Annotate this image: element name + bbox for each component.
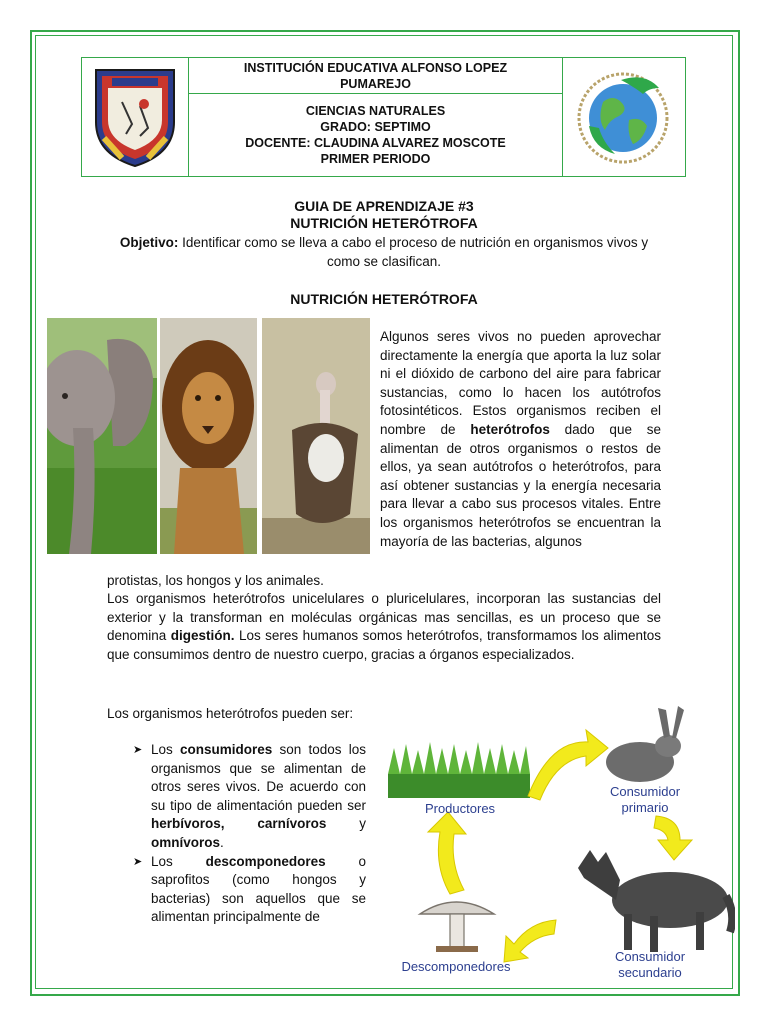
teacher-label: DOCENTE: CLAUDINA ALVAREZ MOSCOTE [245, 135, 506, 150]
digestion-paragraph [107, 590, 661, 664]
digestion-term: digestión. [170, 628, 235, 644]
list-item-decomposers: ➤ Los descomponedores o saprofitos (como hongos y bacterias) son aquellos que se alimentan principalmente de [133, 853, 366, 925]
grade-label: GRADO: SEPTIMO [320, 119, 431, 134]
food-cycle-diagram [380, 700, 735, 985]
digestion-text-b: Los seres humanos somos heterótrofos, transformamos los alimentos que consumimos dentro de nuestro cuerpo, gracias a órganos especializados. [107, 628, 662, 662]
school-crest-cell [82, 58, 189, 176]
rabbit-icon [606, 706, 684, 782]
consumidores-term: consumidores [180, 742, 273, 757]
subject-name: CIENCIAS NATURALES [305, 103, 446, 118]
objective [110, 234, 658, 271]
types-intro: Los organismos heterótrofos pueden ser: [107, 706, 354, 721]
mushroom-icon [420, 902, 494, 952]
grass-icon [388, 742, 530, 798]
objective-text: Identificar como se lleva a cabo el proceso de nutrición en organismos vivos y como se clasifican. [178, 235, 649, 269]
omnivoros-term: omnívoros [151, 834, 221, 850]
arrow-to-decomposers-icon [504, 920, 556, 962]
institution-cell [188, 58, 563, 94]
list-item-consumers: ➤ Los consumidores son todos los organismos que se alimentan de otros seres vivos. De acuerdo con su tipo de alimentación pueden ser herbívoros, carnívoros y omnívoros. [133, 742, 366, 850]
objective-label: Objetivo: [119, 235, 179, 250]
earth-globe-icon [563, 58, 685, 175]
arrow-bullet-icon: ➤ [133, 744, 143, 756]
section-title: NUTRICIÓN HETERÓTROFA [290, 291, 478, 307]
lion-photo [160, 318, 257, 554]
institution-name-line1: INSTITUCIÓN EDUCATIVA ALFONSO LOPEZ [243, 60, 508, 75]
intro-paragraph [380, 328, 661, 551]
wolf-icon [578, 850, 732, 952]
digestion-text-a: Los organismos heterótrofos unicelulares o pluricelulares, incorporan las sustancias del exterior y la transforman en moléculas orgánicas mas sencillas, es un proceso que se denomina [107, 591, 661, 644]
guide-subtitle: NUTRICIÓN HETERÓTROFA [290, 215, 478, 231]
intro-text-a: Algunos seres vivos no pueden aprovechar directamente la energía que aporta la luz solar ni el dióxido de carbono del aire para fabricar sustancias, como lo hacen los autótrofos fotosintéticos. Estos organismos reciben el nombre de [380, 329, 661, 437]
herbivoros-carnivoros-term: herbívoros, carnívoros [151, 816, 327, 832]
elephant-photo [47, 318, 157, 554]
arrow-bullet-icon: ➤ [133, 855, 143, 868]
arrow-to-producers-icon [428, 812, 466, 894]
globe-logo-cell [562, 58, 685, 176]
producers-label: Productores [424, 801, 496, 816]
guide-title: GUIA DE APRENDIZAJE #3 [294, 198, 474, 214]
school-crest-icon [82, 58, 188, 175]
institution-name-line2: PUMAREJO [340, 76, 411, 91]
secondary-consumer-label: Consumidor secundario [614, 949, 686, 980]
intro-text-b: dado que se alimentan de otros organismos o restos de ellos, ya sean autótrofos o heterótrofos, para así obtener sustancias y la energía necesaria para llevar a cabo sus procesos vitales. Entre los organismos heterótrofos se encuentran la mayoría de las bacterias, algunos [380, 421, 661, 549]
intro-paragraph-end: protistas, los hongos y los animales. [107, 573, 324, 588]
header-table [81, 57, 686, 177]
primary-consumer-label: Consumidor primario [609, 784, 681, 815]
types-list [127, 741, 366, 927]
decomposers-label: Descomponedores [401, 959, 511, 974]
vulture-photo [262, 318, 370, 554]
course-info-cell [188, 93, 563, 176]
period-label: PRIMER PERIODO [320, 151, 431, 166]
heterotrofos-term: heterótrofos [470, 421, 550, 437]
descomponedores-term: descomponedores [205, 853, 326, 869]
arrow-to-secondary-icon [654, 816, 692, 860]
